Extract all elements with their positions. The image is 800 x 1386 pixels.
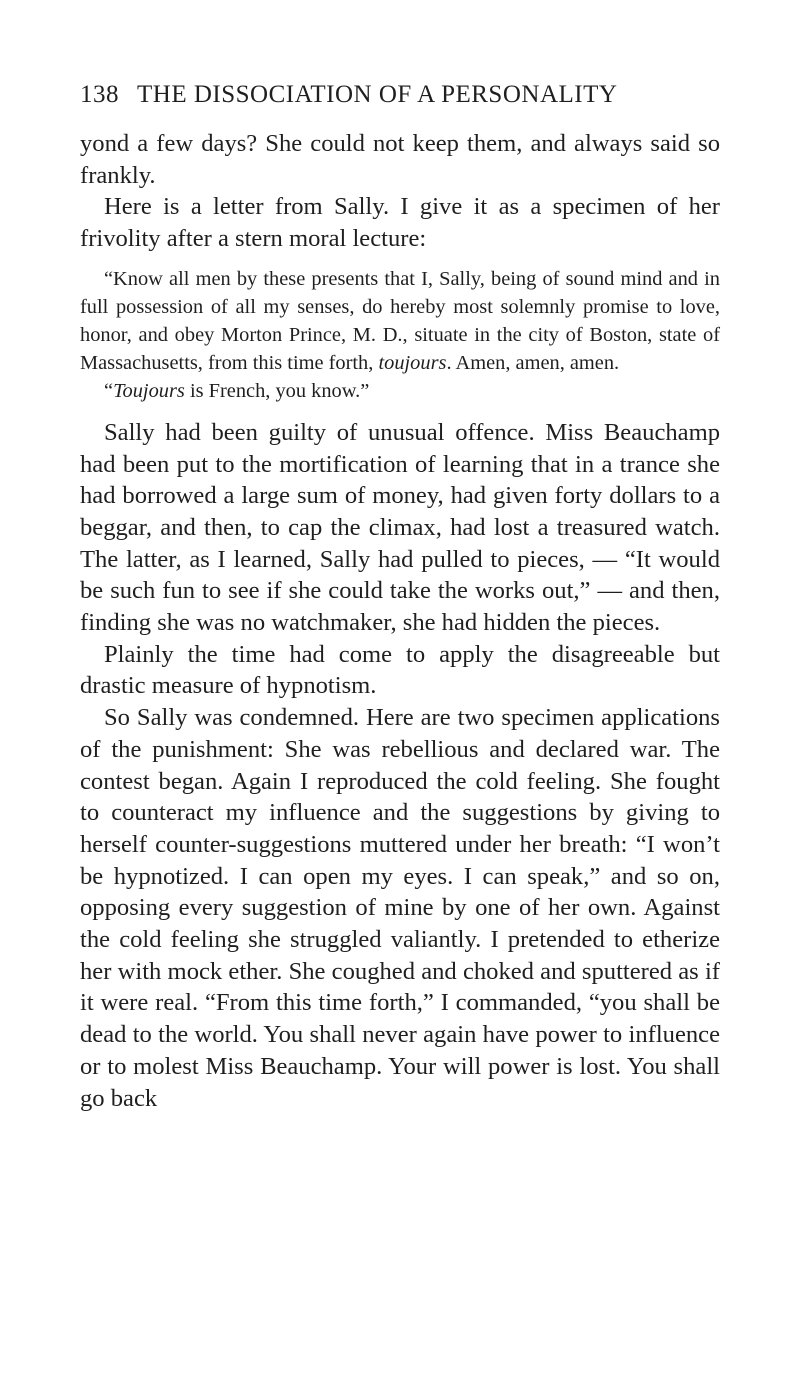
page-body	[80, 128, 720, 1114]
paragraph-letter-intro: Here is a letter from Sally. I give it as a specimen of her frivolity after a stern moral lecture:	[80, 193, 720, 253]
postscript-italic-word: Toujours	[113, 379, 185, 402]
letter-paragraph	[80, 265, 720, 377]
postscript-text: is French, you know.”	[184, 379, 370, 402]
letter-text: “Know all men by these presents that I, Sally, being of sound mind and in full possession of all my senses, do hereby most solemnly promise to love, honor, and obey Morton Prince, M. D., situate in the city of Boston, state of Massachusetts, from this time forth,	[80, 267, 720, 374]
paragraph-condemned: So Sally was condemned. Here are two specimen applications of the punishment: She was rebellious and declared war. The contest began. Again I reproduced the cold feeling. She fought to counteract my influence and the suggestions by giving to herself counter-suggestions muttered under her breath: “I won’t be hypnotized. I can open my eyes. I can speak,” and so on, opposing every suggestion of mine by one of her own. Against the cold feeling she struggled valiantly. I pretended to etherize her with mock ether. She coughed and choked and sputtered as if it were real. “From this time forth,” I commanded, “you shall be dead to the world. You shall never again have power to influence or to molest Miss Beauchamp. Your will power is lost. You shall go back	[80, 704, 720, 1112]
postscript-open-quote: “	[104, 379, 114, 402]
paragraph-offence: Sally had been guilty of unusual offence. Miss Beauchamp had been put to the mortification of learning that in a trance she had borrowed a large sum of money, had given forty dollars to a beggar, and then, to cap the climax, had lost a treasured watch. The latter, as I learned, Sally had pulled to pieces, — “It would be such fun to see if she could take the works out,” — and then, finding she was no watchmaker, she had hidden the pieces.	[80, 418, 720, 637]
letter-text-end: . Amen, amen, amen.	[446, 351, 620, 374]
page-number: 138	[80, 81, 119, 108]
running-header	[80, 80, 720, 110]
paragraph-continuation: yond a few days? She could not keep them, and always said so frankly.	[80, 130, 720, 189]
letter-postscript	[80, 377, 720, 405]
letter-quote	[80, 265, 720, 405]
letter-italic-word: toujours	[378, 351, 447, 374]
paragraph-hypnotism: Plainly the time had come to apply the disagreeable but drastic measure of hypnotism.	[80, 640, 720, 700]
running-title: THE DISSOCIATION OF A PERSONALITY	[137, 81, 618, 108]
